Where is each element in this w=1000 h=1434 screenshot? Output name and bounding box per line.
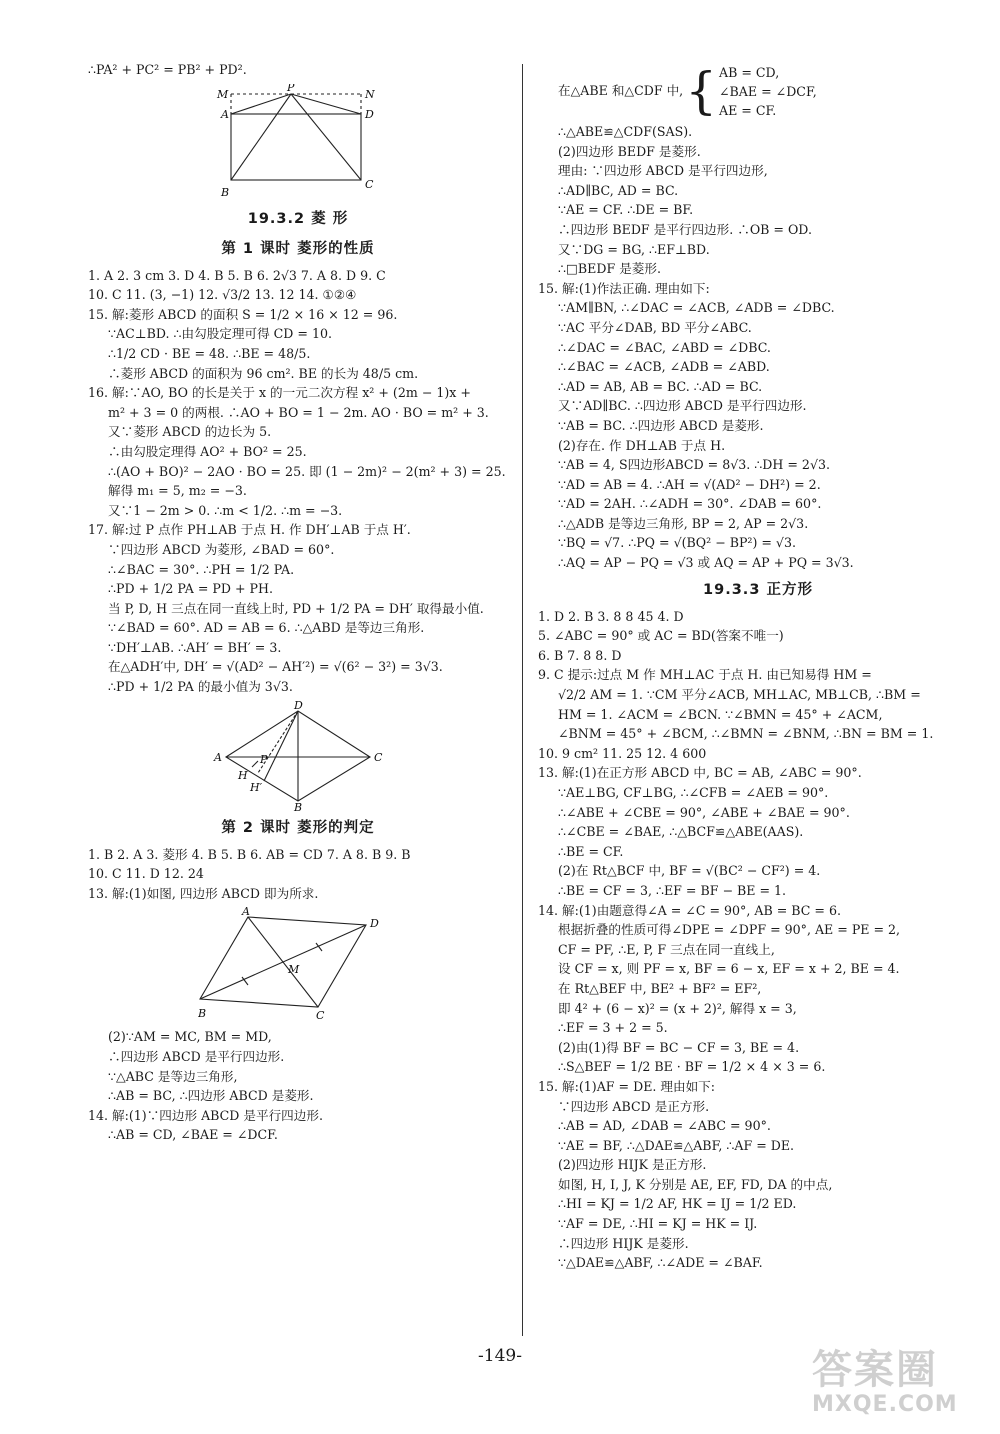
answer-line: ∵AB = BC. ∴四边形 ABCD 是菱形. (558, 417, 764, 433)
fig2-label: B (294, 800, 303, 811)
answer-line: 解得 m₁ = 5, m₂ = −3. (108, 483, 247, 499)
left-column (88, 60, 508, 1145)
system-line: AB = CD, (719, 64, 780, 80)
brace: { (685, 62, 717, 120)
answer-line: (2)四边形 BEDF 是菱形. (558, 143, 701, 159)
answer-line: m² + 3 = 0 的两根. ∴AO + BO = 1 − 2m. AO · BO = m² + 3. (108, 404, 489, 420)
fig2-label: C (374, 750, 383, 764)
answer-line: ∵AB = 4, S四边形ABCD = 8√3. ∴DH = 2√3. (558, 457, 830, 473)
answer-line: ∴PD + 1/2 PA = PD + PH. (108, 581, 273, 597)
answer-line: HM = 1. ∠ACM = ∠BCN. ∵∠BMN = 45° + ∠ACM, (558, 706, 883, 722)
answer-line: 13. 解:(1)如图, 四边形 ABCD 即为所求. (88, 885, 319, 901)
answer-line: ∵AE = BF, ∴△DAE≌△ABF, ∴AF = DE. (558, 1137, 795, 1153)
watermark-url: MXQE.COM (812, 1392, 958, 1417)
answer-line: ∴EF = 3 + 2 = 5. (558, 1020, 668, 1036)
answer-line: 根据折叠的性质可得∠DPE = ∠DPF = 90°, AE = PE = 2, (558, 922, 901, 938)
system-lines (719, 63, 817, 120)
answer-line: 14. 解:(1)∵四边形 ABCD 是平行四边形. (88, 1107, 323, 1123)
answer-line: ∵DH′⊥AB. ∴AH′ = BH′ = 3. (108, 639, 282, 655)
answer-line: 10. C 11. D 12. 24 (88, 866, 204, 882)
answer-line: 6. B 7. 8 8. D (538, 647, 622, 663)
answer-line: 10. 9 cm² 11. 25 12. 4 600 (538, 745, 707, 761)
answer-line: ∴四边形 ABCD 是平行四边形. (108, 1049, 285, 1065)
answer-line: 当 P, D, H 三点在同一直线上时, PD + 1/2 PA = DH′ 取得最小值. (108, 600, 484, 616)
fig3-label: D (370, 917, 379, 931)
fig2-label: D (294, 700, 303, 712)
answer-line: ∴HI = KJ = 1/2 AF, HK = IJ = 1/2 ED. (558, 1196, 797, 1212)
fig3-label: B (198, 1007, 207, 1021)
answer-line: ∵AC⊥BD. ∴由勾股定理可得 CD = 10. (108, 326, 332, 342)
answer-line: ∴∠DAC = ∠BAC, ∠ABD = ∠DBC. (558, 339, 771, 355)
answer-line: 10. C 11. (3, −1) 12. √3/2 13. 12 14. ①②④ (88, 287, 357, 303)
answer-line: ∴AB = CD, ∠BAE = ∠DCF. (108, 1127, 278, 1143)
answer-line: ∵四边形 ABCD 为菱形, ∠BAD = 60°. (108, 541, 335, 557)
answer-line: ∵AD = 2AH. ∴∠ADH = 30°. ∠DAB = 60°. (558, 496, 822, 512)
fig1-label: B (221, 185, 230, 199)
fig1-label: M (217, 87, 229, 101)
answer-line: ∴∠CBE = ∠BAE, ∴△BCF≌△ABE(AAS). (558, 824, 804, 840)
answer-line: ∴△ADB 是等边三角形, BP = 2, AP = 2√3. (558, 515, 809, 531)
answer-line: ∴∠ABE + ∠CBE = 90°, ∠ABE + ∠BAE = 90°. (558, 804, 850, 820)
parallelogram-figure (198, 907, 398, 1023)
answer-line: 14. 解:(1)由题意得∠A = ∠C = 90°, AB = BC = 6. (538, 902, 841, 918)
fig2-label: A (214, 750, 222, 764)
answer-line: ∴BE = CF = 3, ∴EF = BF − BE = 1. (558, 882, 787, 898)
answer-line: ∴∠BAC = ∠ACB, ∠ADB = ∠ABD. (558, 359, 770, 375)
lesson-title: 第 2 课时 菱形的判定 (221, 819, 375, 836)
answer-line: 设 CF = x, 则 PF = x, BF = 6 − x, EF = x + 2, BE = 4. (558, 961, 900, 977)
answer-line: 在 Rt△BEF 中, BE² + BF² = EF², (558, 980, 762, 996)
fig3-label: A (242, 907, 250, 919)
answer-line: 9. C 提示:过点 M 作 MH⊥AC 于点 H. 由已知易得 HM = (538, 667, 872, 683)
answer-line: ∴AB = BC, ∴四边形 ABCD 是菱形. (108, 1088, 314, 1104)
answer-line: ∵AD = AB = 4. ∴AH = √(AD² − DH²) = 2. (558, 476, 821, 492)
watermark-logo (812, 1348, 988, 1426)
answer-line: ∴PD + 1/2 PA 的最小值为 3√3. (108, 679, 293, 695)
system-lead: 在△ABE 和△CDF 中, (558, 83, 684, 99)
section-title: 19.3.2 菱 形 (247, 210, 349, 227)
answer-line: ∵△ABC 是等边三角形, (108, 1068, 238, 1084)
equation-system (538, 60, 978, 122)
answer-line: ∵∠BAD = 60°. AD = AB = 6. ∴△ABD 是等边三角形. (108, 620, 425, 636)
answer-line: ∴S△BEF = 1/2 BE · BF = 1/2 × 4 × 3 = 6. (558, 1059, 826, 1075)
section-title: 19.3.3 正方形 (703, 581, 813, 598)
answer-line: 13. 解:(1)在正方形 ABCD 中, BC = AB, ∠ABC = 90°. (538, 765, 862, 781)
answer-line: 1. D 2. B 3. 8 8 45 4. D (538, 608, 684, 624)
system-line: AE = CF. (719, 102, 777, 118)
answer-line: 15. 解:(1)AF = DE. 理由如下: (538, 1078, 716, 1094)
answer-line: 又∵1 − 2m > 0. ∴m < 1/2. ∴m = −3. (108, 502, 343, 518)
answer-line: ∵AC 平分∠DAB, BD 平分∠ABC. (558, 319, 752, 335)
page-number: -149- (478, 1346, 522, 1366)
answer-line: 17. 解:过 P 点作 PH⊥AB 于点 H. 作 DH′⊥AB 于点 H′. (88, 522, 411, 538)
answer-line: ∴1/2 CD · BE = 48. ∴BE = 48/5. (108, 345, 311, 361)
answer-line: 1. B 2. A 3. 菱形 4. B 5. B 6. AB = CD 7. A 8. B 9. B (88, 846, 411, 862)
answer-line: ∴四边形 BEDF 是平行四边形. ∴OB = OD. (558, 221, 812, 237)
watermark-text: 答案圈 (812, 1347, 938, 1393)
answer-line: ∵AM∥BN, ∴∠DAC = ∠ACB, ∠ADB = ∠DBC. (558, 300, 835, 316)
fig3-label: C (316, 1009, 325, 1023)
answer-line: (2)∵AM = MC, BM = MD, (108, 1029, 272, 1045)
answer-line: ∴由勾股定理得 AO² + BO² = 25. (108, 443, 307, 459)
answer-line: ∴AD = AB, AB = BC. ∴AD = BC. (558, 378, 763, 394)
fig1-label: C (365, 177, 374, 191)
fig1-label: A (221, 107, 229, 121)
answer-line: (2)四边形 HIJK 是正方形. (558, 1157, 707, 1173)
answer-line: ∵AE = CF. ∴DE = BF. (558, 202, 694, 218)
answer-line: 又∵菱形 ABCD 的边长为 5. (108, 424, 272, 440)
answer-line: ∵AE⊥BG, CF⊥BG, ∴∠CFB = ∠AEB = 90°. (558, 785, 829, 800)
answer-line: ∵△DAE≌△ABF, ∴∠ADE = ∠BAF. (558, 1255, 763, 1271)
fig2-label: H′ (250, 780, 263, 794)
answer-line: (2)由(1)得 BF = BC − CF = 3, BE = 4. (558, 1039, 800, 1055)
answer-line: ∵四边形 ABCD 是正方形. (558, 1098, 710, 1114)
answer-line: 15. 解:(1)作法正确. 理由如下: (538, 280, 710, 296)
answer-line: 又∵AD∥BC. ∴四边形 ABCD 是平行四边形. (558, 398, 807, 414)
answer-line: (2)在 Rt△BCF 中, BF = √(BC² − CF²) = 4. (558, 863, 821, 879)
answer-line: √2/2 AM = 1. ∵CM 平分∠ACB, MH⊥AC, MB⊥CB, ∴BM = (558, 687, 921, 703)
answer-line: ∴(AO + BO)² − 2AO · BO = 25. 即 (1 − 2m)² − 2(m² + 3) = 25. (108, 463, 506, 479)
answer-line: 15. 解:菱形 ABCD 的面积 S = 1/2 × 16 × 12 = 96. (88, 306, 398, 322)
answer-line: ∴四边形 HIJK 是菱形. (558, 1235, 689, 1251)
answer-line: 如图, H, I, J, K 分别是 AE, EF, FD, DA 的中点, (558, 1176, 833, 1192)
answer-line: 16. 解:∵AO, BO 的长是关于 x 的一元二次方程 x² + (2m − 1)x + (88, 385, 471, 401)
answer-line: ∴AB = AD, ∠DAB = ∠ABC = 90°. (558, 1118, 771, 1134)
answer-line: 1. A 2. 3 cm 3. D 4. B 5. B 6. 2√3 7. A 8. D 9. C (88, 267, 386, 283)
answer-line: ∴∠BAC = 30°. ∴PH = 1/2 PA. (108, 561, 295, 577)
answer-line: (2)存在. 作 DH⊥AB 于点 H. (558, 437, 726, 453)
answer-line: 又∵DG = BG, ∴EF⊥BD. (558, 241, 710, 257)
fig2-label: H (238, 768, 248, 782)
rhombus-figure (208, 701, 388, 811)
lesson-title: 第 1 课时 菱形的性质 (221, 240, 375, 257)
answer-line: ∴BE = CF. (558, 843, 624, 859)
column-divider (522, 64, 523, 1336)
answer-line: ∴□BEDF 是菱形. (558, 261, 661, 277)
text-line: ∴PA² + PC² = PB² + PD². (88, 62, 247, 77)
answer-line: ∴△ABE≌△CDF(SAS). (558, 124, 693, 139)
system-line: ∠BAE = ∠DCF, (719, 83, 817, 99)
answer-line: ∵AF = DE, ∴HI = KJ = HK = IJ. (558, 1216, 758, 1232)
answer-line: 5. ∠ABC = 90° 或 AC = BD(答案不唯一) (538, 628, 784, 644)
answer-line: 即 4² + (6 − x)² = (x + 2)², 解得 x = 3, (558, 1000, 797, 1016)
fig1-label: N (365, 87, 375, 101)
rectangle-figure (213, 84, 383, 202)
answer-line: ∠BNM = 45° + ∠BCM, ∴∠BMN = ∠BNM, ∴BN = BM = 1. (558, 726, 934, 742)
answer-line: ∴菱形 ABCD 的面积为 96 cm². BE 的长为 48/5 cm. (108, 365, 419, 381)
fig2-label: P (260, 752, 268, 766)
answer-line: ∵BQ = √7. ∴PQ = √(BQ² − BP²) = √3. (558, 535, 796, 551)
answer-line: ∴AD∥BC, AD = BC. (558, 182, 679, 198)
answer-line: 理由: ∵四边形 ABCD 是平行四边形, (558, 163, 768, 179)
answer-line: ∴AQ = AP − PQ = √3 或 AQ = AP + PQ = 3√3. (558, 555, 854, 571)
answer-line: CF = PF, ∴E, P, F 三点在同一直线上, (558, 941, 775, 957)
fig1-label: P (287, 83, 295, 94)
fig1-label: D (365, 107, 374, 121)
answer-line: 在△ADH′中, DH′ = √(AD² − AH′²) = √(6² − 3²) = 3√3. (108, 659, 443, 675)
fig3-label: M (288, 963, 300, 977)
right-column (538, 60, 978, 1273)
